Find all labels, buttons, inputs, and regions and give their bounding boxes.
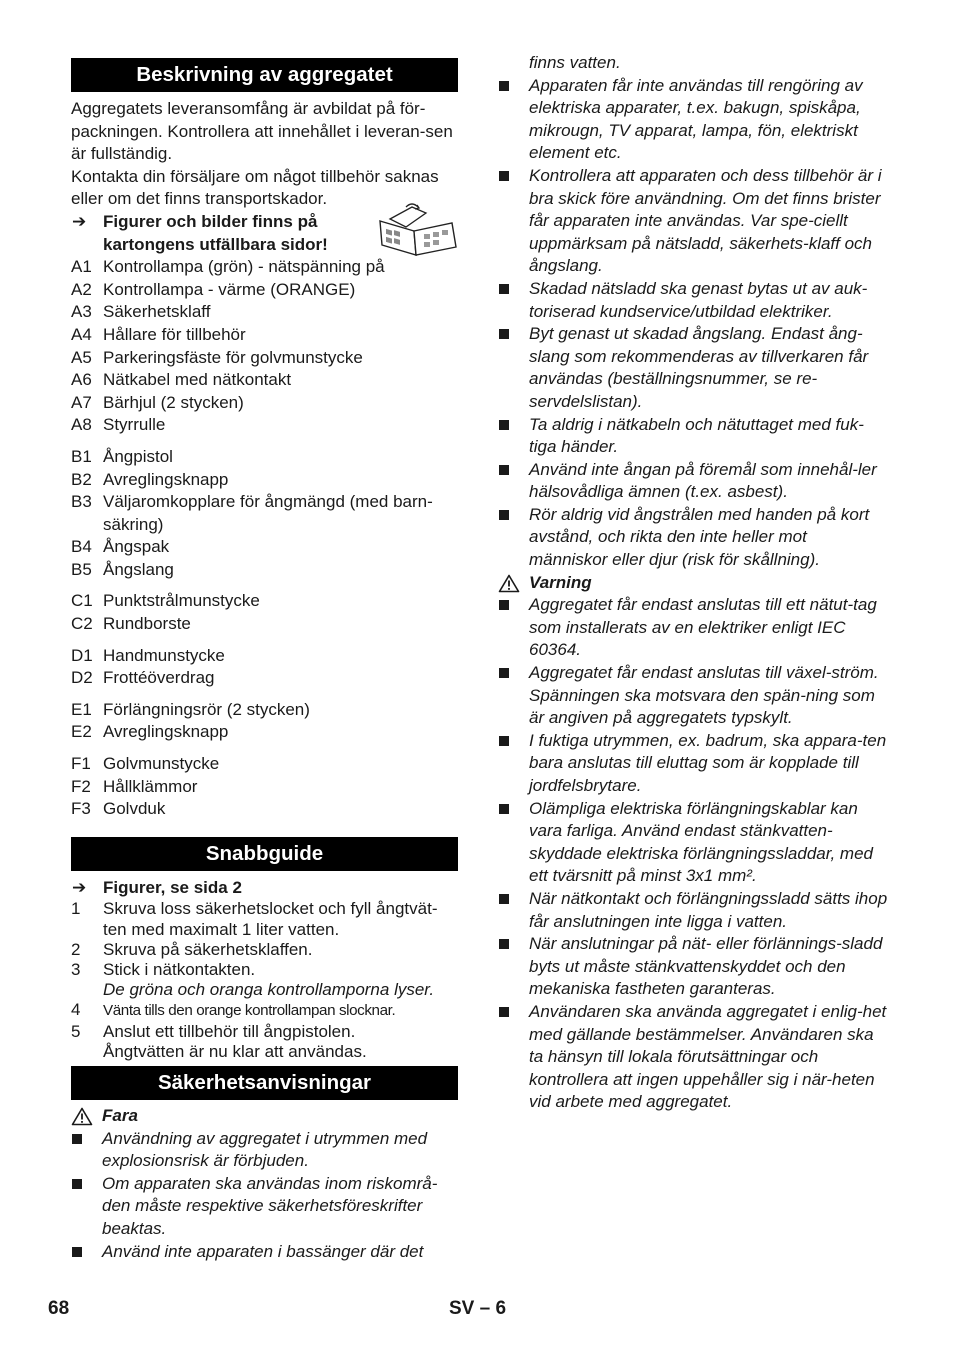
list-item: Skadad nätsladd ska genast bytas ut av auk-toriserad kundservice/utbildad elektriker.	[498, 278, 888, 323]
square-bullet-icon	[499, 894, 509, 904]
quick-figures-note-text: Figurer, se sida 2	[103, 877, 242, 897]
list-item: Byt genast ut skadad ångslang. Endast ång-slang som rekommenderas av tillverkaren får användas (beställningsnummer, se re-servdelslistan).	[498, 323, 888, 413]
square-bullet-icon	[499, 804, 509, 814]
parts-list	[71, 256, 458, 821]
figures-note	[71, 211, 458, 256]
square-bullet-icon	[499, 736, 509, 746]
list-item: D2 Frottéöverdrag	[71, 668, 215, 688]
square-bullet-icon	[72, 1134, 82, 1144]
step-item: 4 Vänta tills den orange kontrollampan slocknar.	[71, 1000, 396, 1020]
left-column	[71, 58, 458, 1263]
list-item: B3 Väljaromkopplare för ångmängd (med barn-säkring)	[71, 492, 433, 534]
list-item: A5 Parkeringsfäste för golvmunstycke	[71, 347, 363, 367]
square-bullet-icon	[499, 329, 509, 339]
list-item: Apparaten får inte användas till rengöring av elektriska apparater, t.ex. bakugn, spiskåpa, mikrougn, TV apparat, lampa, fön, elektriskt element etc.	[498, 75, 888, 165]
list-item: B1 Ångpistol	[71, 446, 173, 466]
list-item: A8 Styrrulle	[71, 415, 166, 435]
list-item: Rör aldrig vid ångstrålen med handen på kort avstånd, och rikta den inte heller mot människor eller djur (risk för skållning).	[498, 504, 888, 572]
list-item: F3 Golvduk	[71, 799, 166, 819]
quick-guide-heading: Snabbguide	[71, 837, 458, 871]
warning-triangle-icon	[71, 1107, 93, 1126]
warning-label: Varning	[498, 572, 888, 595]
page-number: 68	[48, 1298, 70, 1319]
square-bullet-icon	[499, 1007, 509, 1017]
list-item: A3 Säkerhetsklaff	[71, 302, 211, 322]
square-bullet-icon	[72, 1247, 82, 1257]
list-item: A4 Hållare för tillbehör	[71, 324, 246, 344]
list-item: C2 Rundborste	[71, 614, 191, 634]
list-item: A6 Nätkabel med nätkontakt	[71, 370, 292, 390]
list-item: Aggregatet får endast anslutas till växel-ström. Spänningen ska motsvara den spän-ning som är angiven på aggregatets typskylt.	[498, 662, 888, 730]
step-item: 3 Stick i nätkontakten.	[71, 960, 256, 980]
list-item: A2 Kontrollampa - värme (ORANGE)	[71, 279, 356, 299]
figures-note-text: Figurer och bilder finns på kartongens utfällbara sidor!	[103, 211, 328, 254]
square-bullet-icon	[499, 939, 509, 949]
list-item: När nätkontakt och förlängningssladd sätts ihop får anslutningen inte ligga i vatten.	[498, 888, 888, 933]
step-result: Ångtvätten är nu klar att användas.	[103, 1041, 367, 1061]
arrow-right-icon: ➔	[72, 877, 87, 897]
description-heading: Beskrivning av aggregatet	[71, 58, 458, 92]
list-item: D1 Handmunstycke	[71, 645, 225, 665]
square-bullet-icon	[499, 465, 509, 475]
list-item: Aggregatet får endast anslutas till ett nätut-tag som installerats av en elektriker enligt IEC 60364.	[498, 594, 888, 662]
list-item: Om apparaten ska användas inom riskområ-den måste respektive säkerhetsföreskrifter beaktas.	[71, 1173, 458, 1241]
quick-figures-note	[71, 877, 458, 900]
list-item: Ta aldrig i nätkabeln och nätuttaget med fuk-tiga händer.	[498, 414, 888, 459]
square-bullet-icon	[499, 600, 509, 610]
open-book-icon	[376, 201, 458, 259]
description-para-2: Kontakta din försäljare om något tillbehör saknas eller om det finns transportskador.	[71, 166, 439, 209]
step-item: 1 Skruva loss säkerhetslocket och fyll ångtvät-ten med maximalt 1 liter vatten.	[71, 899, 438, 939]
list-item: C1 Punktstrålmunstycke	[71, 591, 260, 611]
list-item: B5 Ångslang	[71, 559, 174, 579]
square-bullet-icon	[499, 171, 509, 181]
safety-heading: Säkerhetsanvisningar	[71, 1066, 458, 1100]
square-bullet-icon	[499, 81, 509, 91]
list-item: I fuktiga utrymmen, ex. badrum, ska appara-ten bara anslutas till eluttag som är kopplade till jordfelsbrytare.	[498, 730, 888, 798]
list-item: B4 Ångspak	[71, 537, 170, 557]
arrow-right-icon: ➔	[72, 211, 87, 231]
list-item: E2 Avreglingsknapp	[71, 722, 229, 742]
list-item: B2 Avreglingsknapp	[71, 469, 229, 489]
list-item: F2 Hållklämmor	[71, 776, 198, 796]
list-item: A7 Bärhjul (2 stycken)	[71, 392, 244, 412]
square-bullet-icon	[499, 668, 509, 678]
square-bullet-icon	[499, 420, 509, 430]
list-item: Användning av aggregatet i utrymmen med explosionsrisk är förbjuden.	[71, 1128, 458, 1173]
danger-label: Fara	[71, 1105, 458, 1128]
warning-triangle-icon	[498, 574, 520, 593]
right-column	[498, 52, 888, 1114]
step-result: De gröna och oranga kontrollamporna lyser.	[103, 980, 435, 1000]
description-para-1: Aggregatets leveransomfång är avbildat på för-packningen. Kontrollera att innehållet i leveran-sen är fullständig.	[71, 99, 453, 164]
step-item: 5 Anslut ett tillbehör till ångpistolen.	[71, 1021, 356, 1041]
section-label: SV – 6	[449, 1298, 507, 1319]
list-item: Använd inte apparaten i bassänger där det	[71, 1241, 458, 1264]
quick-steps	[71, 899, 458, 1062]
list-item: Användaren ska använda aggregatet i enlig-het med gällande bestämmelser. Användaren ska ta hänsyn till lokala förutsättningar och kontrollera att ingen uppehåller sig i när-heten vid arbete med aggregatet.	[498, 1001, 888, 1114]
list-item: Olämpliga elektriska förlängningskablar kan vara farliga. Använd endast stänkvatten-skyddade elektriska förlängningssladdar, med ett tvärsnitt på minst 3x1 mm².	[498, 798, 888, 888]
list-item: När anslutningar på nät- eller förlännings-sladd byts ut måste stänkvattenskyddet och den mekaniska fastheten garanteras.	[498, 933, 888, 1001]
square-bullet-icon	[499, 510, 509, 520]
square-bullet-icon	[499, 284, 509, 294]
list-item: A1 Kontrollampa (grön) - nätspänning på	[71, 257, 385, 277]
step-item: 2 Skruva på säkerhetsklaffen.	[71, 939, 313, 959]
list-item-continued: finns vatten.	[529, 53, 621, 72]
list-item: F1 Golvmunstycke	[71, 754, 220, 774]
list-item: Använd inte ångan på föremål som innehål-ler hälsovådliga ämnen (t.ex. asbest).	[498, 459, 888, 504]
list-item: Kontrollera att apparaten och dess tillbehör är i bra skick före användning. Om det finns brister får apparaten inte användas. Var spe-ciellt uppmärksam på nätsladd, säkerhets-klaff och ångslang.	[498, 165, 888, 278]
square-bullet-icon	[72, 1179, 82, 1189]
list-item: E1 Förlängningsrör (2 stycken)	[71, 699, 310, 719]
